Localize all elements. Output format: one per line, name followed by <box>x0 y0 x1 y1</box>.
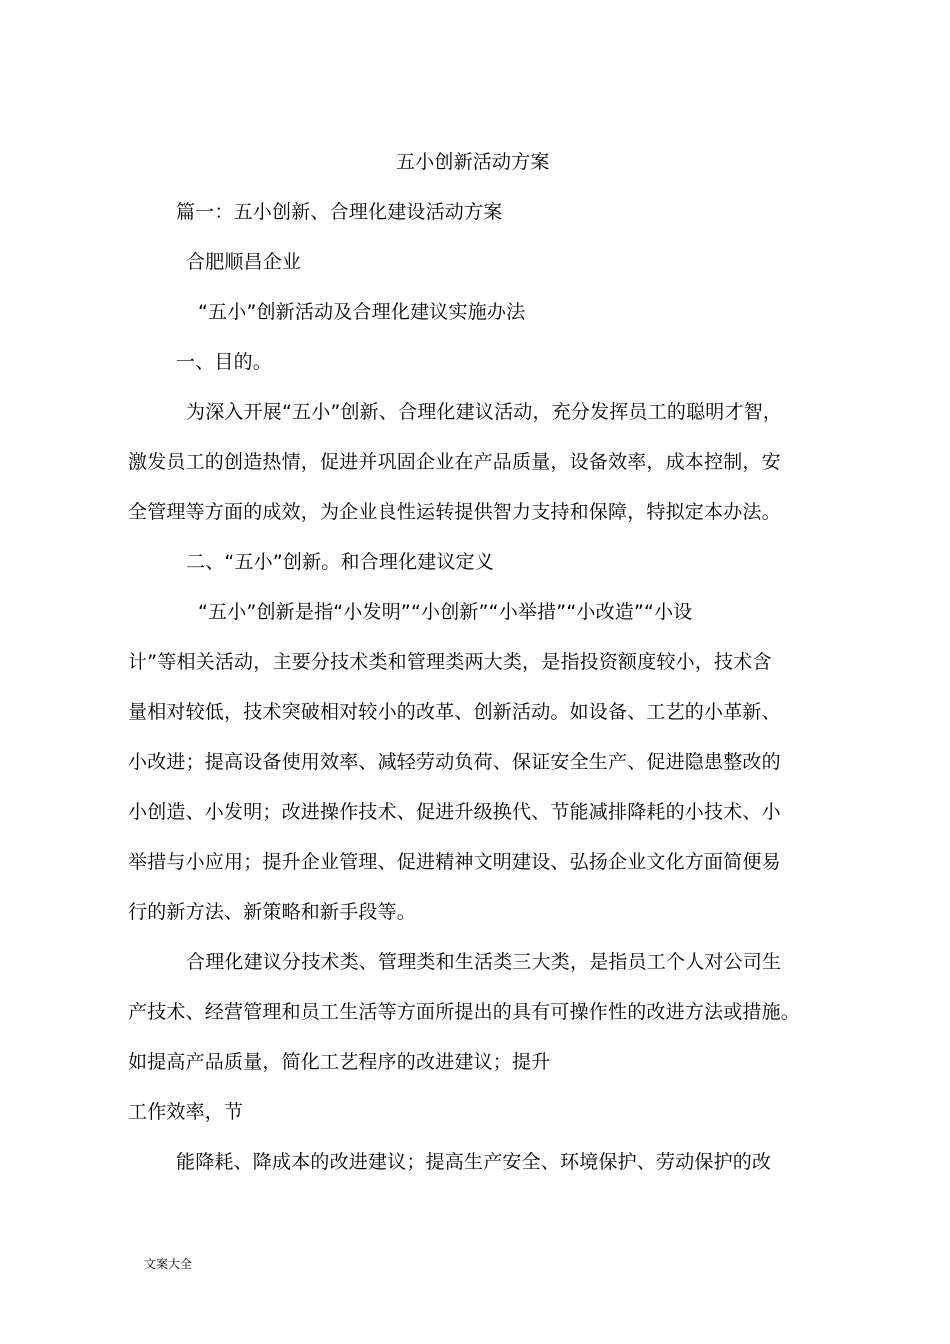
paragraph-2-line: 小创造、小发明；改进操作技术、促进升级换代、节能减排降耗的小技术、小 <box>128 801 781 823</box>
company-name: 合肥顺昌企业 <box>186 251 302 273</box>
paragraph-3-line: 如提高产品质量，简化工艺程序的改进建议；提升 <box>128 1051 551 1073</box>
paragraph-2-line: 行的新方法、新策略和新手段等。 <box>128 901 417 923</box>
heading-definition: 二、“五小”创新。和合理化建议定义 <box>186 551 495 573</box>
subtitle: “五小”创新活动及合理化建议实施办法 <box>198 301 526 323</box>
document-title: 五小创新活动方案 <box>396 151 550 173</box>
paragraph-2-line: 举措与小应用；提升企业管理、促进精神文明建设、弘扬企业文化方面简便易 <box>128 851 781 873</box>
paragraph-3-line: 合理化建议分技术类、管理类和生活类三大类，是指员工个人对公司生 <box>186 951 782 973</box>
paragraph-2-line: 小改进；提高设备使用效率、减轻劳动负荷、保证安全生产、促进隐患整改的 <box>128 751 781 773</box>
paragraph-1-line: 为深入开展“五小”创新、合理化建议活动，充分发挥员工的聪明才智， <box>186 401 783 423</box>
paragraph-2-line: “五小”创新是指“小发明”“小创新”“小举措”“小改造”“小设 <box>198 601 693 623</box>
footer-label: 文案大全 <box>144 1257 193 1271</box>
paragraph-3-line: 能降耗、降成本的改进建议；提高生产安全、环境保护、劳动保护的改 <box>176 1151 772 1173</box>
paragraph-2-line: 量相对较低，技术突破相对较小的改革、创新活动。如设备、工艺的小革新、 <box>128 701 781 723</box>
section-heading: 篇一：五小创新、合理化建设活动方案 <box>176 201 503 223</box>
paragraph-1-line: 全管理等方面的成效，为企业良性运转提供智力支持和保障，特拟定本办法。 <box>128 501 781 523</box>
heading-purpose: 一、目的。 <box>176 351 273 373</box>
paragraph-3-line: 产技术、经营管理和员工生活等方面所提出的具有可操作性的改进方法或措施。 <box>128 1001 801 1023</box>
paragraph-1-line: 激发员工的创造热情，促进并巩固企业在产品质量，设备效率，成本控制，安 <box>128 451 781 473</box>
paragraph-3-line: 工作效率，节 <box>128 1101 244 1123</box>
paragraph-2-line: 计”等相关活动，主要分技术类和管理类两大类，是指投资额度较小，技术含 <box>128 651 772 673</box>
